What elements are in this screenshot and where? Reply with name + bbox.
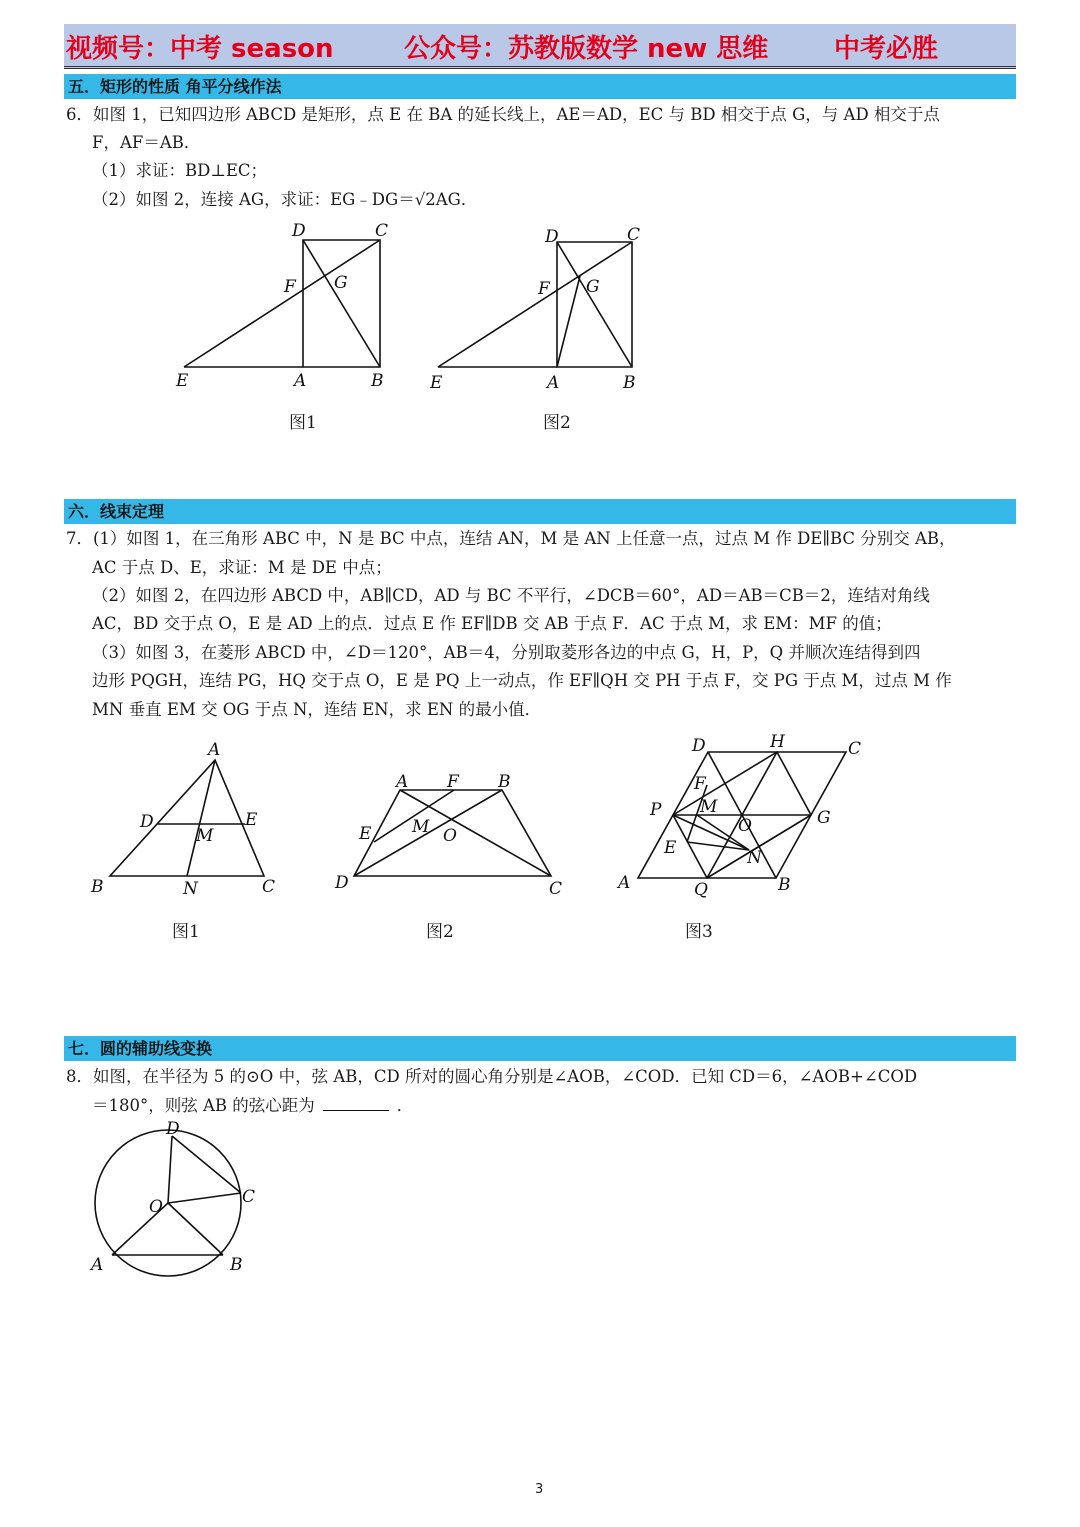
problem-6-part-2: （2）如图 2，连接 AG，求证：EG﹣DG＝√2AG． [92, 190, 478, 209]
figure-7-1 [85, 735, 295, 900]
page-number: 3 [535, 1482, 544, 1497]
label-c: C [262, 877, 276, 897]
section-title-6: 六．线束定理 [64, 499, 1016, 524]
problem-6-part-1: （1）求证：BD⊥EC； [92, 161, 268, 180]
label-e: E [359, 824, 372, 844]
label-g: G [334, 273, 348, 293]
label-n: N [747, 848, 762, 868]
label-f: F [694, 774, 706, 794]
label-d: D [166, 1119, 180, 1139]
label-g: G [817, 808, 831, 828]
answer-blank[interactable] [323, 1096, 389, 1111]
segment-an [187, 760, 215, 876]
figure-6-1 [170, 220, 410, 400]
figure-6-2 [425, 222, 665, 402]
figure-8 [80, 1118, 280, 1288]
caption-6-2: 图2 [543, 413, 571, 433]
label-m: M [700, 797, 718, 817]
label-q: Q [694, 880, 708, 900]
problem-8-text: ＝180°，则弦 AB 的弦心距为 [92, 1096, 315, 1115]
label-g: G [586, 277, 600, 297]
problem-7-line-1: 7．(1）如图 1，在三角形 ABC 中，N 是 BC 中点，连结 AN，M 是 AN 上任意一点，过点 M 作 DE∥BC 分别交 AB， [66, 529, 956, 548]
label-b: B [623, 373, 636, 393]
label-d: D [692, 736, 706, 756]
label-b: B [230, 1255, 243, 1275]
problem-8-period: ． [396, 1096, 414, 1115]
segment-ec [438, 242, 632, 367]
problem-7-line-2: AC 于点 D、E，求证：M 是 DE 中点； [92, 558, 392, 577]
problem-6-line-2: F，AF＝AB． [92, 133, 201, 152]
label-o: O [149, 1197, 163, 1217]
label-e: E [176, 371, 189, 391]
problem-7-line-7: MN 垂直 EM 交 OG 于点 N，连结 EN，求 EN 的最小值． [92, 700, 542, 719]
label-e: E [430, 373, 443, 393]
segment-bd [303, 240, 380, 367]
radius-ob [168, 1203, 223, 1255]
label-d: D [545, 227, 559, 247]
caption-7-2: 图2 [426, 922, 454, 942]
segment-bd [557, 242, 632, 367]
problem-7-line-3: （2）如图 2，在四边形 ABCD 中，AB∥CD，AD 与 BC 不平行，∠DCB＝60°，AD＝AB＝CB＝2，连结对角线 [92, 586, 930, 605]
problem-6-line-1: 6．如图 1，已知四边形 ABCD 是矩形，点 E 在 BA 的延长线上，AE＝AD，EC 与 BD 相交于点 G，与 AD 相交于点 [66, 105, 940, 124]
section-title-7: 七．圆的辅助线变换 [64, 1036, 1016, 1061]
radius-oc [168, 1193, 241, 1203]
radius-od [168, 1136, 172, 1203]
label-m: M [412, 817, 430, 837]
label-e: E [664, 838, 677, 858]
segment-ec [184, 240, 380, 367]
label-b: B [371, 371, 384, 391]
problem-7-line-4: AC，BD 交于点 O，E 是 AD 上的点．过点 E 作 EF∥DB 交 AB 于点 F．AC 于点 M，求 EM：MF 的值； [92, 614, 892, 633]
label-b: B [778, 875, 791, 895]
label-n: N [183, 879, 198, 899]
label-e: E [245, 810, 258, 830]
label-b: B [498, 772, 511, 792]
label-a: A [547, 373, 560, 393]
label-m: M [196, 826, 214, 846]
label-o: O [443, 826, 457, 846]
label-f: F [447, 772, 459, 792]
label-a: A [396, 772, 409, 792]
problem-8-line-1: 8．如图，在半径为 5 的⊙O 中，弦 AB，CD 所对的圆心角分别是∠AOB，∠COD．已知 CD＝6，∠AOB+∠COD [66, 1067, 918, 1086]
label-d: D [140, 812, 154, 832]
label-d: D [292, 221, 306, 241]
header-public-account: 公众号：苏教版数学 new 思维 [404, 34, 769, 64]
label-f: F [538, 279, 550, 299]
triangle-abc [110, 760, 264, 876]
label-c: C [549, 879, 563, 899]
header-video-account: 视频号：中考 season [66, 34, 334, 64]
label-c: C [848, 739, 862, 759]
problem-7-line-6: 边形 PQGH，连结 PG，HQ 交于点 O，E 是 PQ 上一动点，作 EF∥QH 交 PH 于点 F，交 PG 于点 M，过点 M 作 [92, 671, 952, 690]
label-d: D [335, 873, 349, 893]
section-title-5: 五．矩形的性质 角平分线作法 [64, 74, 1016, 99]
problem-7-line-5: （3）如图 3，在菱形 ABCD 中，∠D＝120°，AB＝4，分别取菱形各边的中点 G，H，P，Q 并顺次连结得到四 [92, 643, 921, 662]
segment-ag [557, 276, 580, 367]
caption-7-1: 图1 [172, 922, 200, 942]
header-slogan: 中考必胜 [834, 34, 939, 64]
caption-7-3: 图3 [685, 922, 713, 942]
label-a: A [294, 371, 307, 391]
label-f: F [284, 277, 296, 297]
label-b: B [91, 877, 104, 897]
figure-7-2 [330, 768, 570, 903]
label-p: P [650, 800, 662, 820]
label-c: C [375, 221, 389, 241]
label-c: C [627, 225, 641, 245]
label-a: A [618, 873, 631, 893]
header-banner [64, 24, 1016, 69]
label-c: C [242, 1187, 256, 1207]
label-o: O [738, 816, 752, 836]
label-a: A [208, 740, 221, 760]
label-h: H [770, 732, 785, 752]
caption-6-1: 图1 [289, 413, 317, 433]
figure-7-3 [612, 730, 877, 900]
label-a: A [91, 1255, 104, 1275]
problem-8-line-2 [92, 1095, 413, 1117]
